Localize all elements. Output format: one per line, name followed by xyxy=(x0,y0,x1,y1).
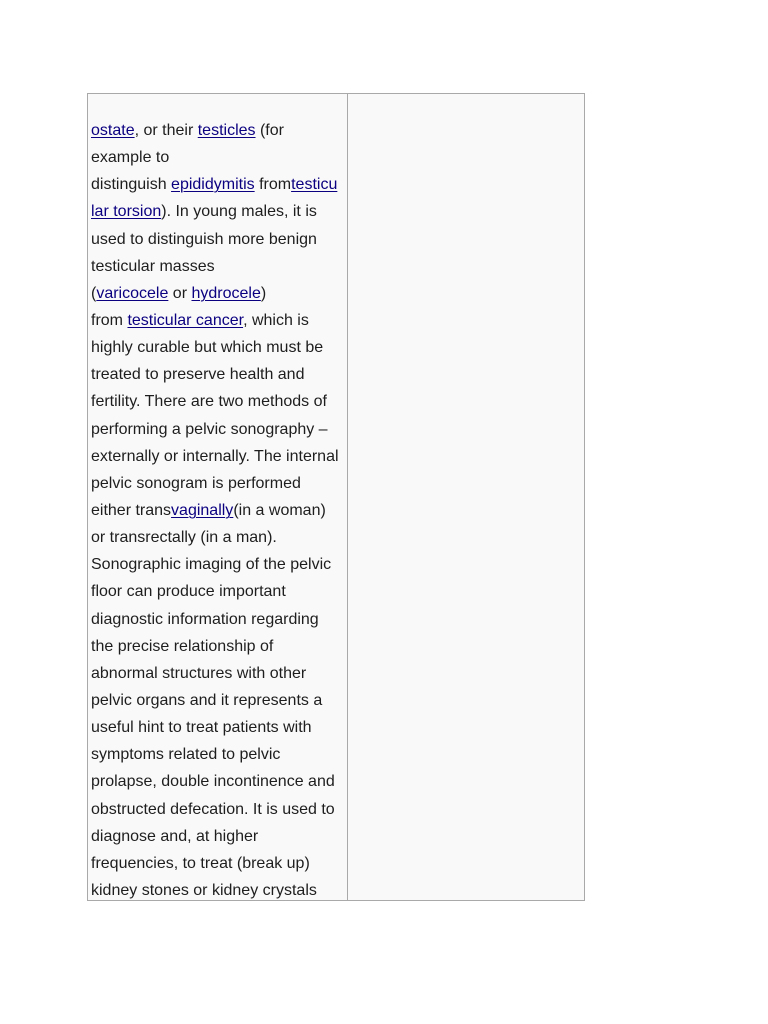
text-line xyxy=(91,633,347,660)
text-line xyxy=(91,198,347,225)
text-line xyxy=(91,578,347,605)
text-run: from xyxy=(254,176,292,194)
text-run: floor can produce important xyxy=(91,583,286,601)
text-line xyxy=(91,660,347,687)
text-line xyxy=(91,307,347,334)
text-line xyxy=(91,171,347,198)
text-line xyxy=(91,606,347,633)
text-line xyxy=(91,388,347,415)
wiki-link[interactable]: epididymitis xyxy=(171,176,255,194)
text-run: (for xyxy=(255,122,284,139)
text-line xyxy=(91,877,347,900)
text-run: , or their xyxy=(134,122,198,139)
wiki-link[interactable]: vaginally xyxy=(171,501,234,519)
text-line xyxy=(91,416,347,443)
text-run: used to distinguish more benign xyxy=(91,230,317,248)
text-line xyxy=(91,850,347,877)
wiki-link[interactable]: lar torsion xyxy=(91,203,162,221)
text-line xyxy=(91,687,347,714)
text-run: diagnose and, at higher xyxy=(91,827,259,845)
text-run: ( xyxy=(91,284,97,302)
text-run: diagnostic information regarding xyxy=(91,610,319,628)
text-line xyxy=(91,443,347,470)
text-run: from xyxy=(91,311,128,329)
text-run: useful hint to treat patients with xyxy=(91,719,312,737)
text-run: or transrectally (in a man). xyxy=(91,529,277,547)
text-run: highly curable but which must be xyxy=(91,339,324,357)
text-line xyxy=(91,497,347,524)
text-run: prolapse, double incontinence and xyxy=(91,773,335,791)
text-run: externally or internally. The internal xyxy=(91,447,339,465)
text-run: pelvic sonogram is performed xyxy=(91,474,301,492)
text-line xyxy=(91,334,347,361)
text-line xyxy=(91,524,347,551)
wiki-link[interactable]: hydrocele xyxy=(191,284,261,302)
text-run: (in a woman) xyxy=(233,501,326,519)
table-cell-right xyxy=(348,94,584,900)
text-run: obstructed defecation. It is used to xyxy=(91,800,335,818)
text-line xyxy=(91,253,347,280)
text-run: kidney stones or kidney crystals xyxy=(91,881,317,899)
wiki-link[interactable]: testicular cancer xyxy=(127,311,244,329)
text-line xyxy=(91,280,347,307)
text-run: or xyxy=(168,284,192,302)
text-line xyxy=(91,714,347,741)
text-run: abnormal structures with other xyxy=(91,664,307,682)
table-cell-left xyxy=(88,94,348,900)
text-line xyxy=(91,117,347,144)
text-run: ) xyxy=(260,284,267,302)
text-run: treated to preserve health and xyxy=(91,366,305,384)
text-run: , which is xyxy=(243,311,309,329)
text-run: the precise relationship of xyxy=(91,637,274,655)
text-run: distinguish xyxy=(91,176,172,194)
text-line xyxy=(91,144,347,171)
wiki-link[interactable]: ostate xyxy=(91,122,135,139)
text-run: Sonographic imaging of the pelvic xyxy=(91,556,332,574)
wiki-link[interactable]: testicles xyxy=(197,122,256,139)
content-table xyxy=(87,93,585,901)
text-line xyxy=(91,226,347,253)
text-line xyxy=(91,768,347,795)
wiki-link[interactable]: testicu xyxy=(291,176,338,194)
text-line xyxy=(91,741,347,768)
text-run: performing a pelvic sonography – xyxy=(91,420,328,438)
text-run: either trans xyxy=(91,501,172,519)
text-run: ). In young males, it is xyxy=(161,203,317,221)
text-run: pelvic organs and it represents a xyxy=(91,691,323,709)
wiki-link[interactable]: varicocele xyxy=(96,284,169,302)
text-line xyxy=(91,551,347,578)
text-line xyxy=(91,823,347,850)
text-run: example to xyxy=(91,149,170,167)
text-line xyxy=(91,796,347,823)
text-line xyxy=(91,470,347,497)
text-run: symptoms related to pelvic xyxy=(91,746,281,764)
text-run: frequencies, to treat (break up) xyxy=(91,854,310,872)
text-run: fertility. There are two methods of xyxy=(91,393,327,411)
text-run: testicular masses xyxy=(91,257,215,275)
text-line xyxy=(91,361,347,388)
